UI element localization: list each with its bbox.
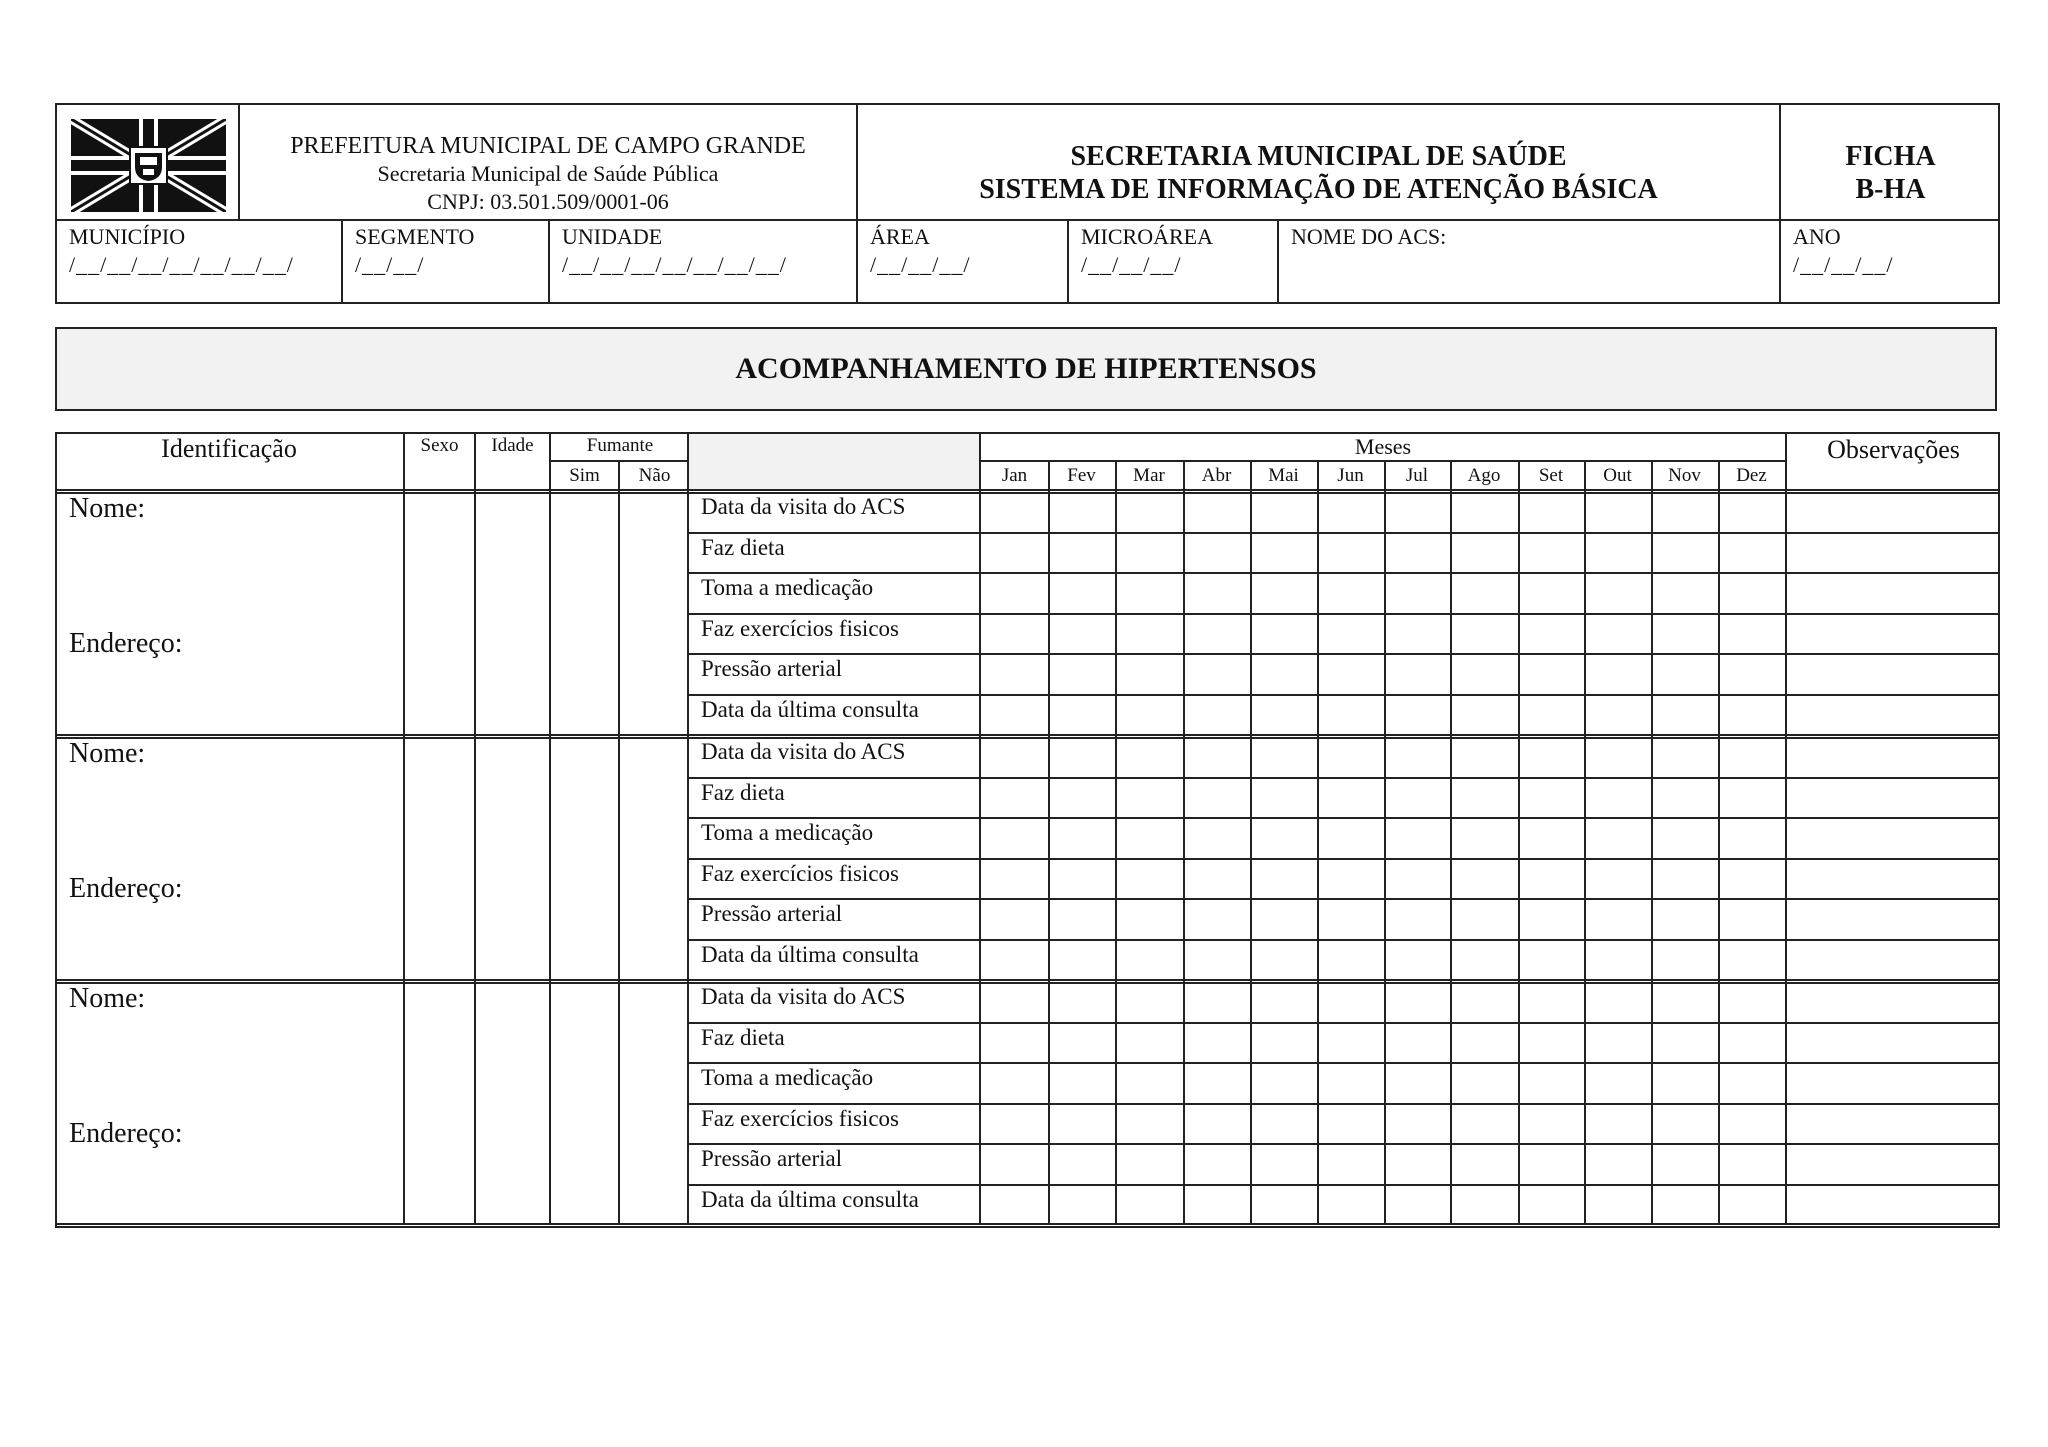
col-fumante: Fumante	[586, 435, 654, 456]
ficha-label: FICHA	[1845, 141, 1936, 172]
item-label: Faz exercícios fisicos	[701, 616, 899, 641]
col-identificacao: Identificação	[161, 434, 297, 463]
item-label: Toma a medicação	[701, 820, 874, 845]
item-label: Pressão arterial	[701, 901, 843, 926]
ano-label: ANO	[1793, 224, 1841, 249]
nome-acs-field[interactable]	[1279, 221, 1791, 304]
area-slots[interactable]: /__/__/__/	[870, 252, 971, 277]
item-label: Data da última consulta	[701, 697, 919, 722]
municipio-field[interactable]	[57, 221, 353, 304]
item-label: Faz dieta	[701, 535, 785, 560]
month-jun: Jun	[1337, 465, 1364, 486]
items-header-blank	[689, 432, 979, 491]
month-set: Set	[1538, 465, 1564, 486]
ficha-code: B-HA	[1855, 174, 1926, 205]
month-ago: Ago	[1467, 465, 1501, 486]
month-abr: Abr	[1201, 465, 1232, 486]
col-idade: Idade	[491, 435, 534, 456]
col-observacoes: Observações	[1827, 435, 1960, 464]
item-label: Data da visita do ACS	[701, 739, 906, 764]
month-dez: Dez	[1736, 465, 1767, 486]
municipio-label: MUNICÍPIO	[69, 224, 186, 249]
municipio-slots[interactable]: /__/__/__/__/__/__/__/	[69, 252, 294, 277]
secretaria-publica: Secretaria Municipal de Saúde Pública	[377, 161, 719, 186]
nome-label: Nome:	[69, 738, 146, 769]
item-label: Faz dieta	[701, 1025, 785, 1050]
nome-acs-label: NOME DO ACS:	[1291, 224, 1447, 249]
col-fumante-nao: Não	[638, 465, 671, 486]
item-label: Faz exercícios fisicos	[701, 1106, 899, 1131]
prefeitura-block	[240, 105, 856, 219]
item-label: Faz exercícios fisicos	[701, 861, 899, 886]
unidade-label: UNIDADE	[562, 224, 663, 249]
area-field[interactable]	[858, 221, 1079, 304]
month-jan: Jan	[1001, 465, 1028, 486]
form-title: ACOMPANHAMENTO DE HIPERTENSOS	[55, 327, 1997, 411]
area-label: ÁREA	[870, 224, 930, 249]
col-meses: Meses	[1354, 434, 1412, 459]
month-jul: Jul	[1405, 465, 1429, 486]
form-header	[55, 103, 2000, 304]
segmento-label: SEGMENTO	[355, 224, 475, 249]
col-fumante-sim: Sim	[569, 465, 600, 486]
hipertensos-table	[55, 432, 2000, 1228]
item-label: Faz dieta	[701, 780, 785, 805]
item-label: Pressão arterial	[701, 656, 843, 681]
sistema-title: SISTEMA DE INFORMAÇÃO DE ATENÇÃO BÁSICA	[979, 174, 1658, 205]
prefeitura-name: PREFEITURA MUNICIPAL DE CAMPO GRANDE	[290, 133, 806, 159]
item-label: Data da última consulta	[701, 942, 919, 967]
endereco-label: Endereço:	[69, 1118, 183, 1149]
item-label: Toma a medicação	[701, 1065, 874, 1090]
microarea-field[interactable]	[1069, 221, 1289, 304]
item-label: Data da visita do ACS	[701, 494, 906, 519]
item-label: Data da visita do ACS	[701, 984, 906, 1009]
secretaria-block	[858, 105, 1779, 219]
segmento-slots[interactable]: /__/__/	[355, 252, 425, 277]
segmento-field[interactable]	[343, 221, 560, 304]
unidade-field[interactable]	[550, 221, 868, 304]
logo-cell	[57, 105, 240, 219]
month-out: Out	[1603, 465, 1632, 486]
month-fev: Fev	[1067, 465, 1096, 486]
month-mar: Mar	[1133, 465, 1165, 486]
item-label: Pressão arterial	[701, 1146, 843, 1171]
nome-label: Nome:	[69, 983, 146, 1014]
cnpj: CNPJ: 03.501.509/0001-06	[427, 189, 669, 214]
secretaria-title: SECRETARIA MUNICIPAL DE SAÚDE	[1070, 141, 1567, 172]
endereco-label: Endereço:	[69, 873, 183, 904]
col-sexo: Sexo	[420, 435, 459, 456]
ano-slots[interactable]: /__/__/__/	[1793, 252, 1894, 277]
campo-grande-coat-of-arms-icon	[71, 119, 226, 212]
nome-label: Nome:	[69, 493, 146, 524]
microarea-slots[interactable]: /__/__/__/	[1081, 252, 1182, 277]
ficha-block	[1781, 105, 2000, 219]
microarea-label: MICROÁREA	[1081, 224, 1214, 249]
ano-field[interactable]	[1781, 221, 2012, 304]
unidade-slots[interactable]: /__/__/__/__/__/__/__/	[562, 252, 787, 277]
endereco-label: Endereço:	[69, 628, 183, 659]
item-label: Toma a medicação	[701, 575, 874, 600]
month-nov: Nov	[1668, 465, 1701, 486]
item-label: Data da última consulta	[701, 1187, 919, 1212]
month-mai: Mai	[1268, 465, 1299, 486]
